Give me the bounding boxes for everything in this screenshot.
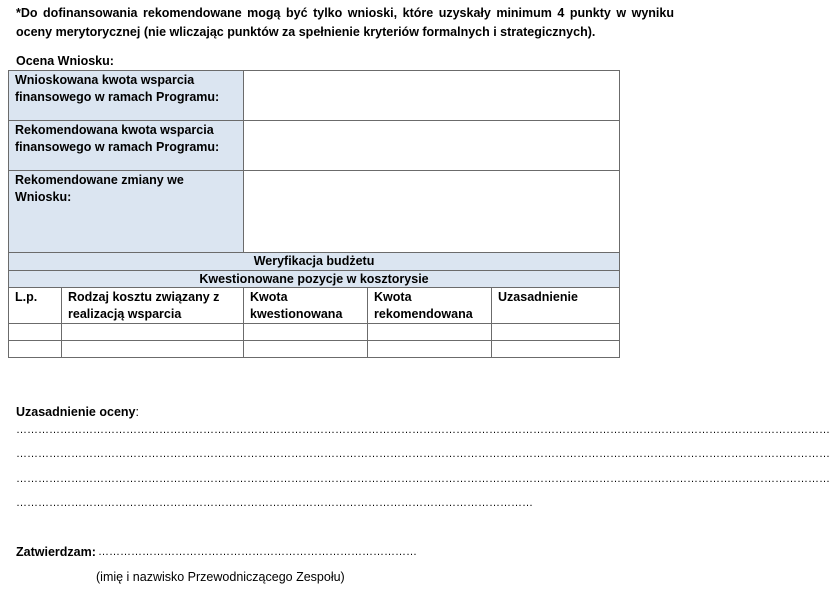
recommended-changes-row <box>9 171 620 253</box>
col-cost-type: Rodzaj kosztu związany z realizacją wsparcia <box>62 288 244 324</box>
justification-line[interactable]: …………………………………………………………………………………………………………………………………………………………………………………………………… <box>16 424 830 436</box>
justification-line[interactable]: …………………………………………………………………………………………………………………………………………………………………………………………………… <box>16 448 830 460</box>
justification-line[interactable]: …………………………………………………………………………………………………………………………… <box>16 497 533 509</box>
recommended-changes-label: Rekomendowane zmiany we Wniosku: <box>9 171 244 253</box>
approval-caption: (imię i nazwisko Przewodniczącego Zespołu) <box>96 570 345 584</box>
requested-amount-value[interactable] <box>244 71 620 121</box>
table-cell[interactable] <box>368 324 492 341</box>
approval-signature-line[interactable]: …………………………………………………………………………… <box>98 546 417 558</box>
recommended-amount-row <box>9 121 620 171</box>
table-cell[interactable] <box>9 341 62 358</box>
table-cell[interactable] <box>62 341 244 358</box>
table-cell[interactable] <box>244 324 368 341</box>
table-cell[interactable] <box>492 341 620 358</box>
justification-line[interactable]: …………………………………………………………………………………………………………………………………………………………………………………………………… <box>16 473 830 485</box>
table-row <box>9 341 620 358</box>
budget-header-row <box>9 288 620 324</box>
assessment-title: Ocena Wniosku: <box>16 54 114 68</box>
approval-label: Zatwierdzam: <box>16 545 96 559</box>
col-questioned-amount: Kwota kwestionowana <box>244 288 368 324</box>
table-row <box>9 324 620 341</box>
recommended-amount-value[interactable] <box>244 121 620 171</box>
assessment-table <box>8 70 620 358</box>
table-cell[interactable] <box>62 324 244 341</box>
budget-verification-title: Weryfikacja budżetu <box>9 253 620 271</box>
questioned-items-title: Kwestionowane pozycje w kosztorysie <box>9 270 620 288</box>
col-recommended-amount: Kwota rekomendowana <box>368 288 492 324</box>
recommended-amount-label: Rekomendowana kwota wsparcia finansowego w ramach Programu: <box>9 121 244 171</box>
col-justification: Uzasadnienie <box>492 288 620 324</box>
table-cell[interactable] <box>492 324 620 341</box>
table-cell[interactable] <box>368 341 492 358</box>
table-cell[interactable] <box>244 341 368 358</box>
col-lp: L.p. <box>9 288 62 324</box>
justification-label: Uzasadnienie oceny: <box>16 405 139 419</box>
table-cell[interactable] <box>9 324 62 341</box>
requested-amount-label: Wnioskowana kwota wsparcia finansowego w ramach Programu: <box>9 71 244 121</box>
eligibility-note: *Do dofinansowania rekomendowane mogą być tylko wnioski, które uzyskały minimum 4 punkty w wyniku oceny merytorycznej (nie wliczając punktów za spełnienie kryteriów formalnych i strategicznych). <box>16 6 674 39</box>
recommended-changes-value[interactable] <box>244 171 620 253</box>
requested-amount-row <box>9 71 620 121</box>
